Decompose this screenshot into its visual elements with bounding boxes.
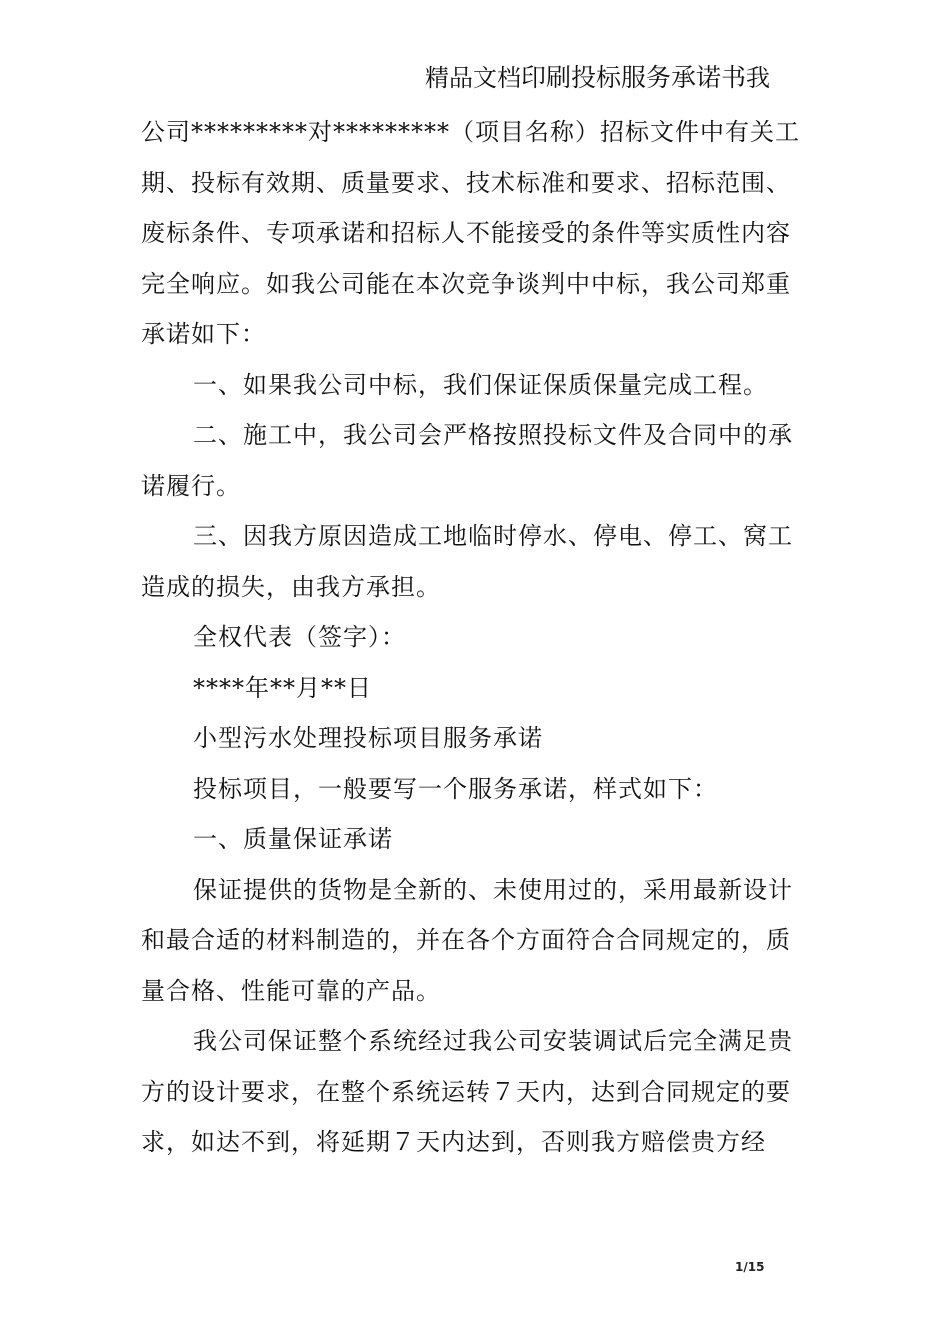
date-line: ****年**月**日 <box>193 673 372 702</box>
page-header <box>425 60 825 96</box>
page-number: 1/15 <box>735 1260 765 1274</box>
commitment-item-2: 二、施工中，我公司会严格按照投标文件及合同中的承诺履行。 <box>141 421 793 500</box>
signature-line: 全权代表（签字）： <box>193 623 406 651</box>
section-intro: 投标项目，一般要写一个服务承诺，样式如下： <box>193 774 718 803</box>
commitment-item-3: 三、因我方原因造成工地临时停水、停电、停工、窝工造成的损失，由我方承担。 <box>141 522 793 601</box>
quality-heading: 一、质量保证承诺 <box>193 825 393 853</box>
section-heading: 小型污水处理投标项目服务承诺 <box>193 724 543 752</box>
intro-paragraph: 公司*********对*********（项目名称）招标文件中有关工期、投标有效期、质量要求、技术标准和要求、招标范围、废标条件、专项承诺和招标人不能接受的条件等实质性内容完全响应。如我公司能在本次竞争谈判中中标，我公司郑重承诺如下： <box>141 118 800 348</box>
quality-paragraph-2: 我公司保证整个系统经过我公司安装调试后完全满足贵方的设计要求，在整个系统运转７天内，达到合同规定的要求，如达不到，将延期７天内达到，否则我方赔偿贵方经 <box>141 1027 793 1156</box>
document-body <box>141 107 809 1168</box>
header-trailing-text: 我 <box>746 64 771 92</box>
commitment-item-1: 一、如果我公司中标，我们保证保质保量完成工程。 <box>193 370 768 399</box>
header-tag: 精品文档 <box>425 64 521 92</box>
quality-paragraph-1: 保证提供的货物是全新的、未使用过的，采用最新设计和最合适的材料制造的，并在各个方面符合合同规定的，质量合格、性能可靠的产品。 <box>141 875 793 1005</box>
document-title: 印刷投标服务承诺书 <box>521 63 747 92</box>
